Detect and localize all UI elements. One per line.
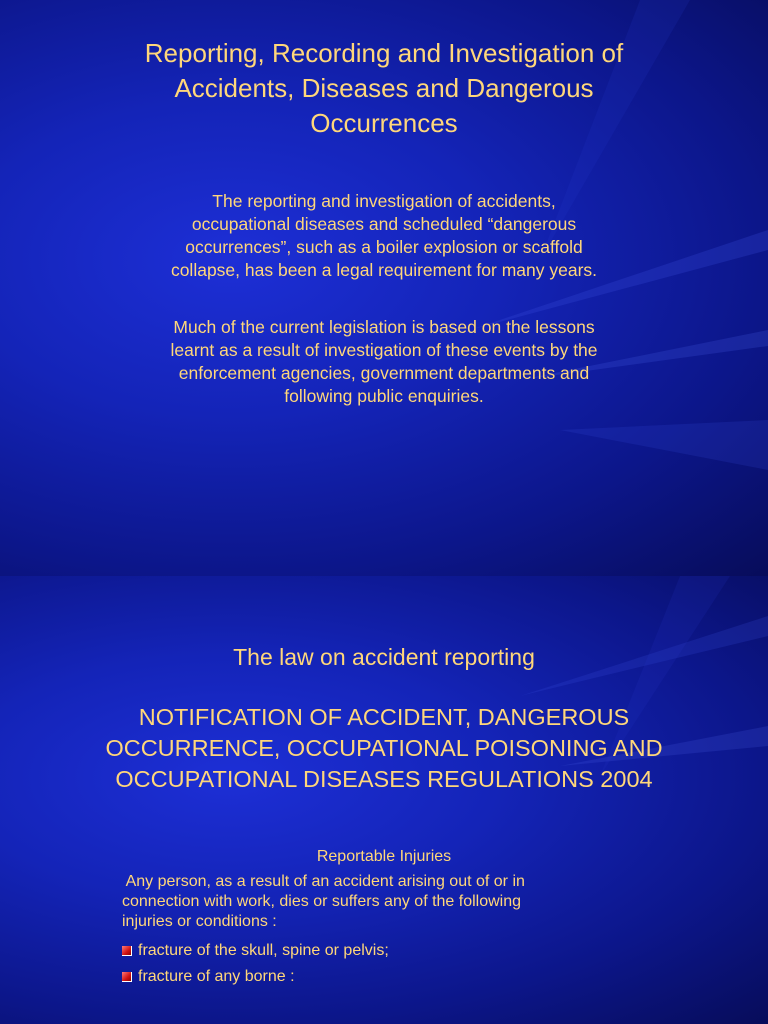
square-bullet-icon [122, 972, 132, 982]
title-line: Accidents, Diseases and Dangerous [174, 73, 594, 103]
list-item [122, 938, 682, 964]
slide-1-paragraph-1 [0, 190, 768, 282]
paragraph-line: Much of the current legislation is based on the lessons [173, 317, 595, 337]
regulation-title [0, 702, 768, 795]
paragraph-line: The reporting and investigation of accidents, [212, 191, 556, 211]
paragraph-line: following public enquiries. [284, 386, 484, 406]
paragraph-line: enforcement agencies, government departments and [178, 363, 590, 383]
paragraph-line: learnt as a result of investigation of these events by the [170, 340, 598, 360]
slide-2 [0, 576, 768, 1024]
slide-1-title [0, 36, 768, 141]
slide-1-paragraph-2 [0, 316, 768, 408]
paragraph-line: collapse, has been a legal requirement for many years. [170, 260, 598, 280]
paragraph-line: occupational diseases and scheduled “dangerous [191, 214, 577, 234]
body-line: connection with work, dies or suffers any of the following [122, 893, 522, 910]
regulation-line: OCCURRENCE, OCCUPATIONAL POISONING AND [105, 735, 663, 761]
reportable-injuries-heading: Reportable Injuries [316, 848, 452, 865]
title-line: Occurrences [310, 108, 458, 138]
reportable-injuries-body [122, 872, 642, 932]
regulation-line: NOTIFICATION OF ACCIDENT, DANGEROUS [138, 704, 630, 730]
square-bullet-icon [122, 946, 132, 956]
paragraph-line: occurrences”, such as a boiler explosion or scaffold [185, 237, 583, 257]
body-line: injuries or conditions : [122, 913, 277, 930]
slide-2-title: The law on accident reporting [233, 644, 535, 670]
list-item [122, 964, 682, 990]
list-item-label: fracture of the skull, spine or pelvis; [138, 942, 389, 959]
regulation-line: OCCUPATIONAL DISEASES REGULATIONS 2004 [115, 766, 653, 792]
list-item-label: fracture of any borne : [138, 968, 295, 985]
body-line: Any person, as a result of an accident arising out of or in [122, 873, 525, 890]
title-line: Reporting, Recording and Investigation of [144, 38, 624, 68]
injury-list [122, 938, 682, 990]
